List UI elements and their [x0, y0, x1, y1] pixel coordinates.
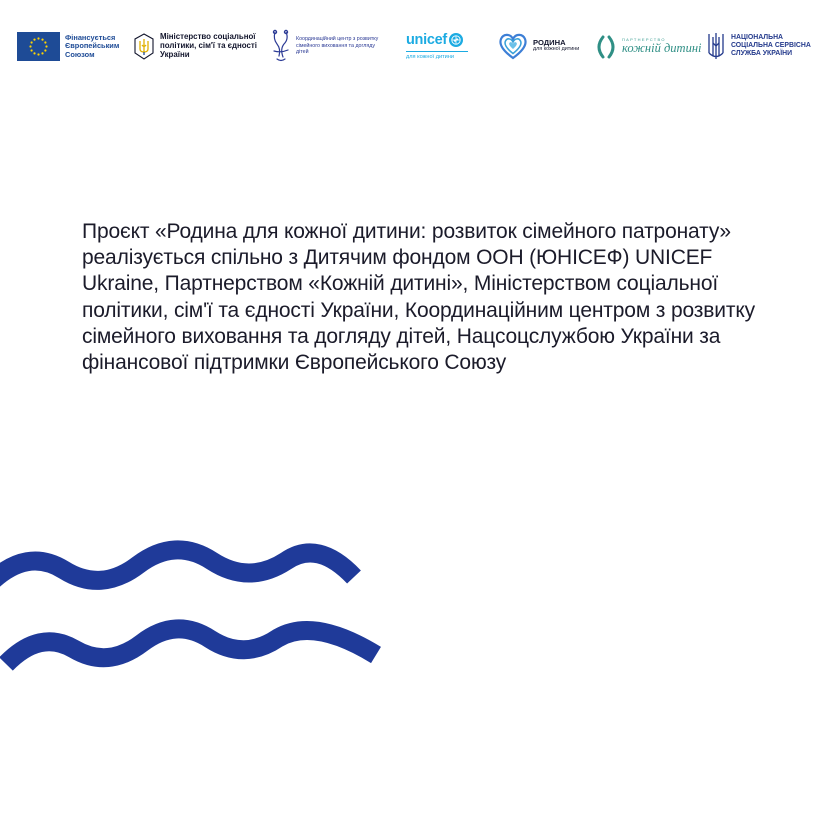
unicef-globe-icon: [448, 32, 464, 48]
eu-logo-text: Фінансується Європейським Союзом: [65, 33, 120, 59]
logo-eu: [17, 32, 125, 61]
partner-logo-bar: [0, 0, 820, 80]
logo-coordination-center: [271, 29, 382, 63]
logo-ncss: [706, 31, 817, 61]
logo-ministry: [133, 33, 272, 60]
kozhnii-main-text: кожній дитині: [622, 41, 702, 56]
ministry-logo-text: Міністерство соціальної політики, сім'ї та єдності України: [160, 32, 257, 59]
project-description: Проєкт «Родина для кожної дитини: розвиток сімейного патронату» реалізується спільно з Дитячим фондом ООН (ЮНІСЕФ) UNICEF Ukraine, Партнерством «Кожній дитині», Міністерством соціальної політики, сім'ї та єдності України, Координаційним центром з розвитку сімейного виховання та догляду дітей, Нацсоцслужбою України за фінансової підтримки Європейського Союзу: [82, 220, 755, 375]
logo-rodyna: [498, 32, 593, 60]
rodyna-heart-icon: [498, 32, 528, 60]
eu-flag-icon: [17, 32, 60, 61]
unicef-tagline: для кожної дитини: [406, 54, 455, 60]
waves-decoration: [0, 525, 400, 675]
ncss-logo-text: НАЦІОНАЛЬНА СОЦІАЛЬНА СЕРВІСНА СЛУЖБА УКРАЇНИ: [731, 33, 811, 58]
kozhnii-top-text: ПАРТНЕРСТВО: [622, 36, 666, 42]
kozhnii-leaf-icon: [593, 34, 619, 60]
wave-upper: [0, 550, 354, 583]
trident-icon: [133, 33, 155, 60]
wave-lower: [6, 629, 376, 664]
logo-kozhnii-dytyni: [593, 34, 702, 60]
rodyna-title: РОДИНА: [533, 37, 566, 47]
unicef-wordmark: unicef: [406, 32, 447, 48]
logo-unicef: [406, 32, 468, 60]
coordination-center-logo-text: Координаційний центр з розвитку сімейного виховання та догляду дітей: [296, 36, 379, 56]
coordination-center-icon: [271, 29, 291, 63]
rodyna-subtitle: для кожної дитини: [533, 46, 580, 53]
ncss-emblem-icon: [706, 31, 726, 61]
unicef-underline: [406, 51, 468, 52]
